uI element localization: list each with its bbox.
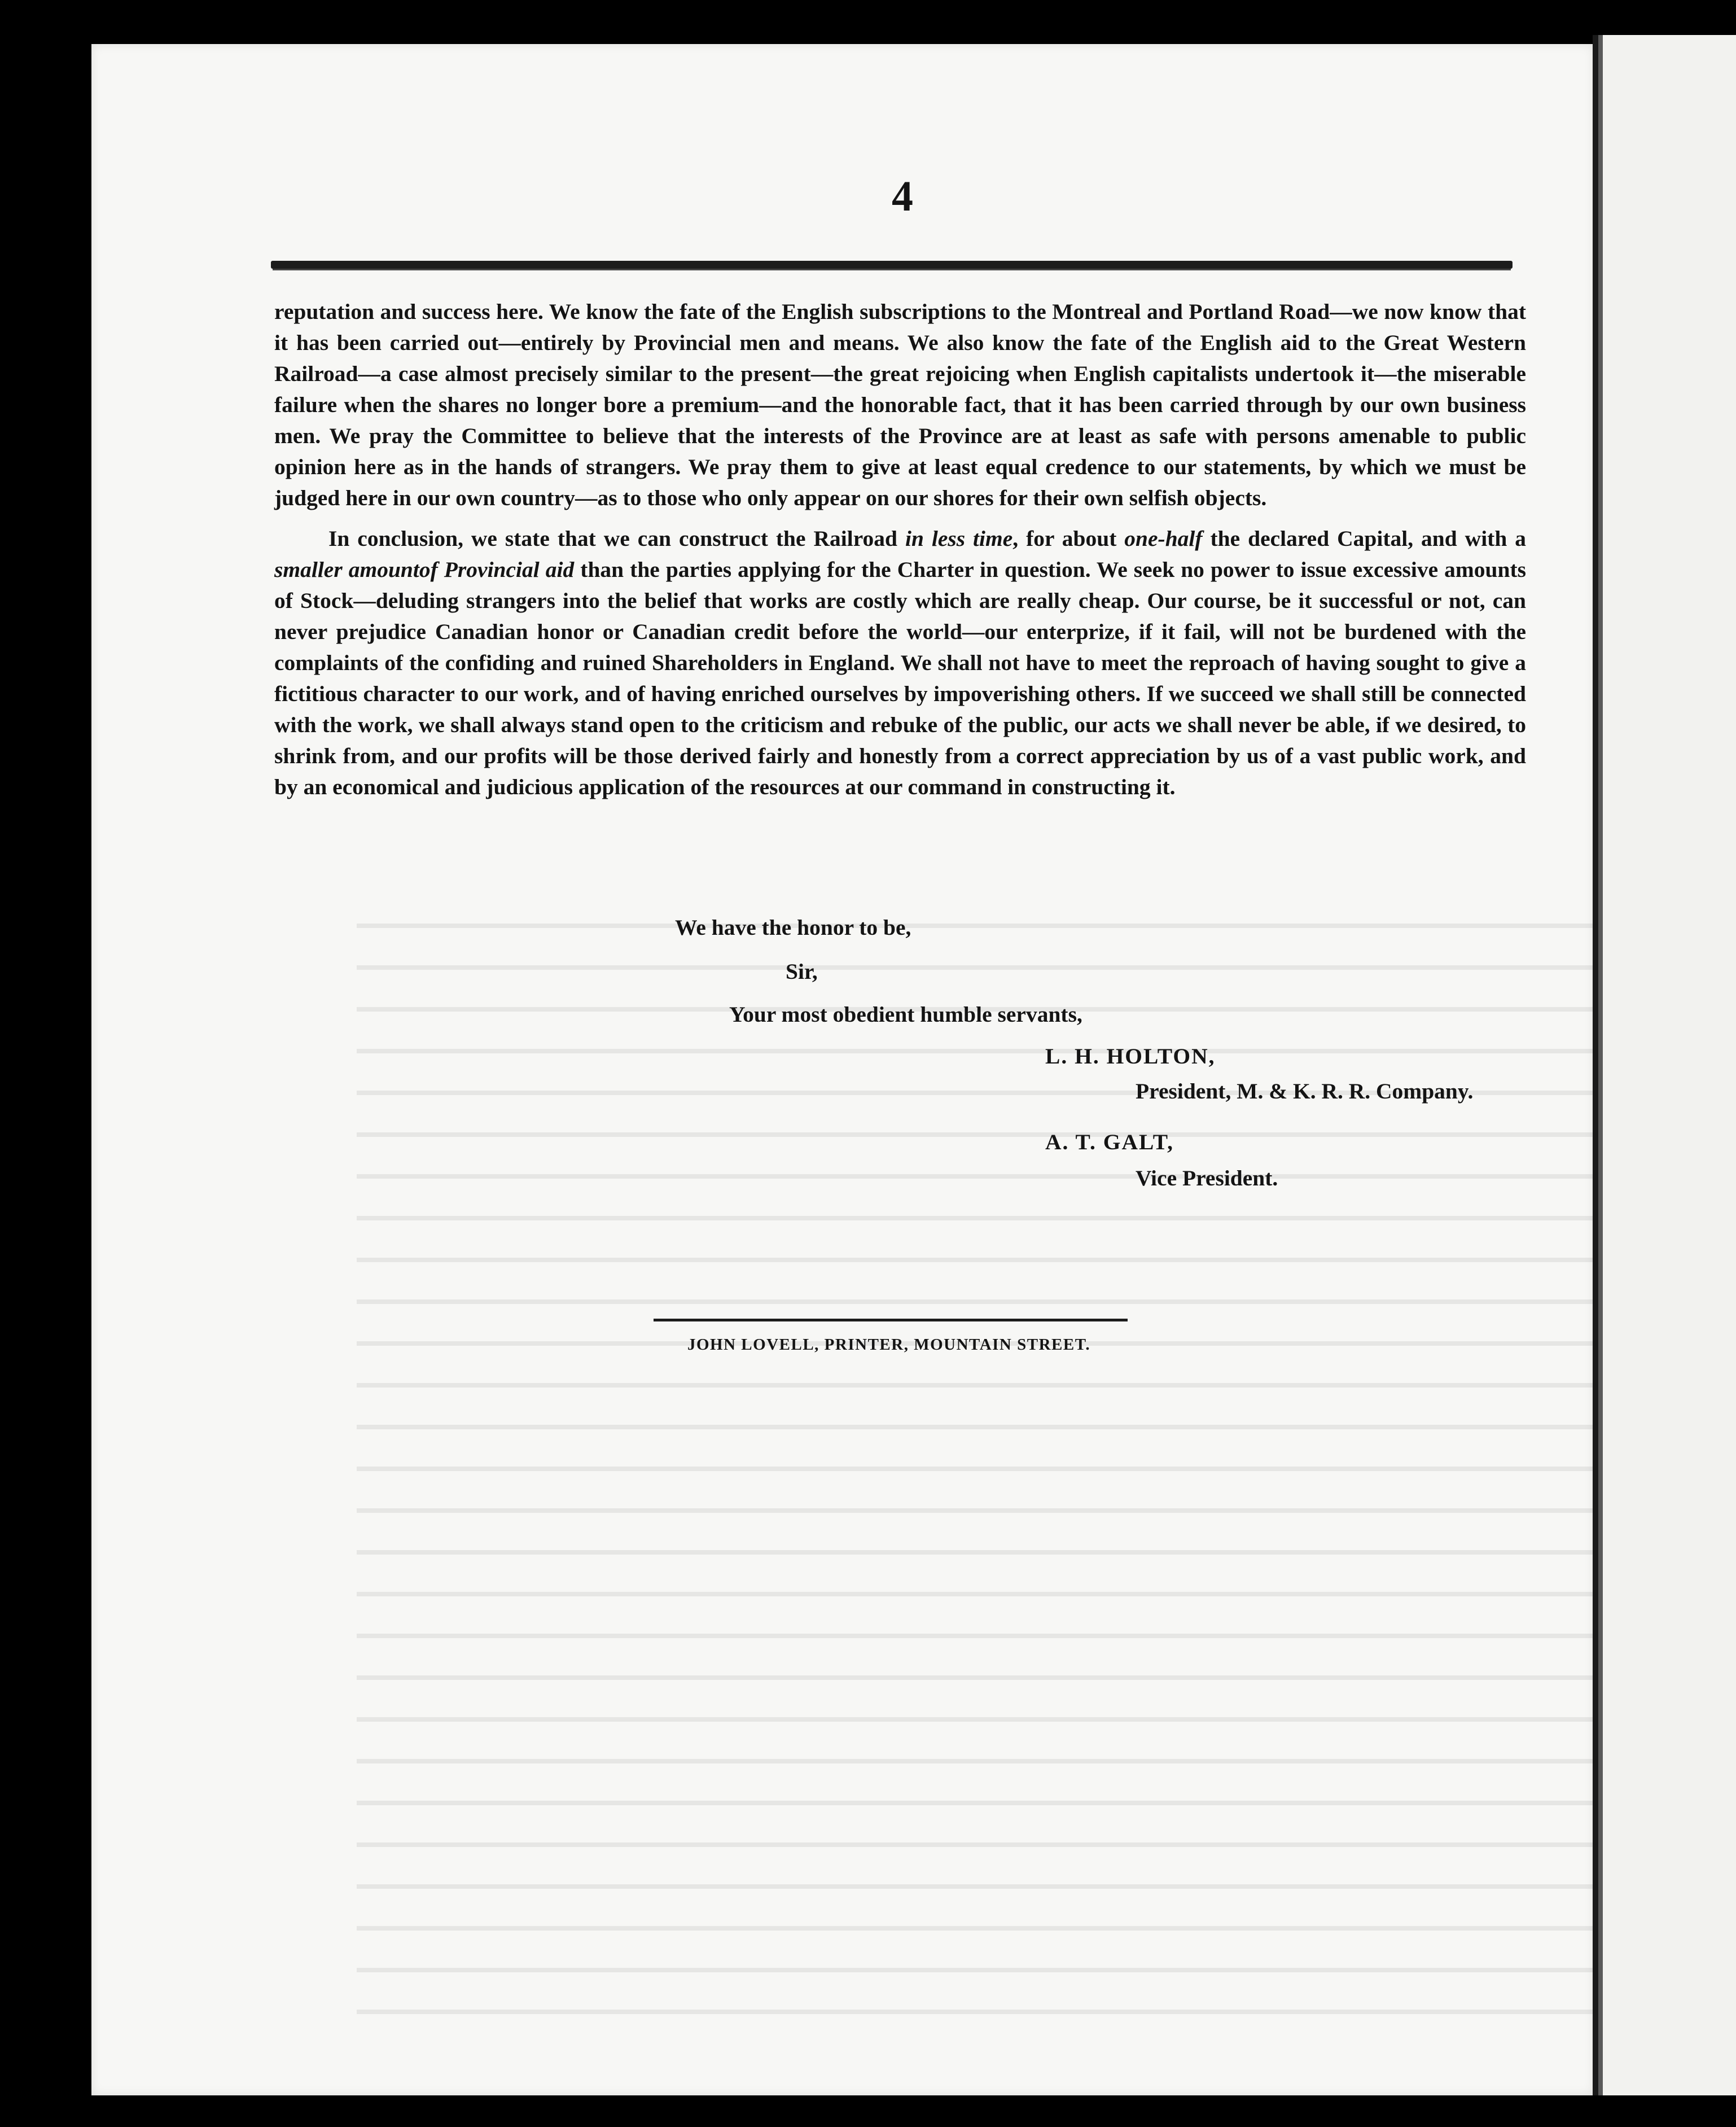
signatory-name-galt: A. T. GALT, <box>1045 1130 1174 1154</box>
reverse-side-bleed-through <box>357 902 1632 2031</box>
paragraph-2-text-b: , for about <box>1012 526 1125 551</box>
italic-provincial-aid: smaller amountof Provincial aid <box>274 557 575 582</box>
letter-salutation: Sir, <box>786 959 818 984</box>
body-paragraph-2 <box>274 523 1526 803</box>
page-gutter-shadow <box>1598 35 1603 2095</box>
paragraph-2-text-c: the declared Capital, and with a <box>1202 526 1526 551</box>
header-rule <box>271 261 1513 269</box>
signatory-name-holton: L. H. HOLTON, <box>1045 1044 1216 1069</box>
printer-imprint: JOHN LOVELL, PRINTER, MOUNTAIN STREET. <box>687 1336 1091 1354</box>
signatory-title-galt: Vice President. <box>1136 1166 1278 1191</box>
letter-valediction: Your most obedient humble servants, <box>729 1002 1082 1027</box>
signatory-title-holton: President, M. & K. R. R. Company. <box>1136 1079 1474 1104</box>
letter-closing: We have the honor to be, <box>675 915 911 940</box>
paragraph-2-text-d: than the parties applying for the Charter in question. We seek no power to issue excessive amounts of Stock—deluding strangers into the belief that works are costly which are really cheap. Our course, be it successful or not, can never prejudice Canadian honor or Canadian credit before the world—our enterprize, if it fail, will not be burdened with the complaints of the confiding and ruined Shareholders in England. We shall not have to meet the reproach of having sought to give a fictitious character to our work, and of having enriched ourselves by impoverishing others. If we succeed we shall still be connected with the work, we shall always stand open to the criticism and rebuke of the public, our acts we shall never be able, if we desired, to shrink from, and our profits will be those derived fairly and honestly from a correct appreciation by us of a vast public work, and by an economical and judicious application of the resources at our command in constructing it. <box>274 557 1526 799</box>
italic-one-half: one-half <box>1124 526 1203 551</box>
letter-body <box>274 296 1526 803</box>
paragraph-1-text: reputation and success here. We know the fate of the English subscriptions to the Montreal and Portland Road—we now know that it has been carried out—entirely by Provincial men and means. We also know the fate of the English aid to the Great Western Railroad—a case almost precisely similar to the present—the great rejoicing when English capitalists undertook it—the miserable failure when the shares no longer bore a premium—and the honorable fact, that it has been carried through by our own business men. We pray the Committee to believe that the interests of the Province are at least as safe with persons amenable to public opinion here as in the hands of strangers. We pray them to give at least equal credence to our statements, by which we must be judged here in our own country—as to those who only appear on our shores for their own selfish objects. <box>274 299 1526 510</box>
italic-in-less-time: in less time <box>905 526 1013 551</box>
adjacent-page-edge <box>1593 35 1736 2095</box>
paragraph-2-text-a: In conclusion, we state that we can construct the Railroad <box>328 526 905 551</box>
page-number: 4 <box>892 173 913 220</box>
imprint-rule <box>654 1319 1128 1321</box>
body-paragraph-1 <box>274 296 1526 514</box>
